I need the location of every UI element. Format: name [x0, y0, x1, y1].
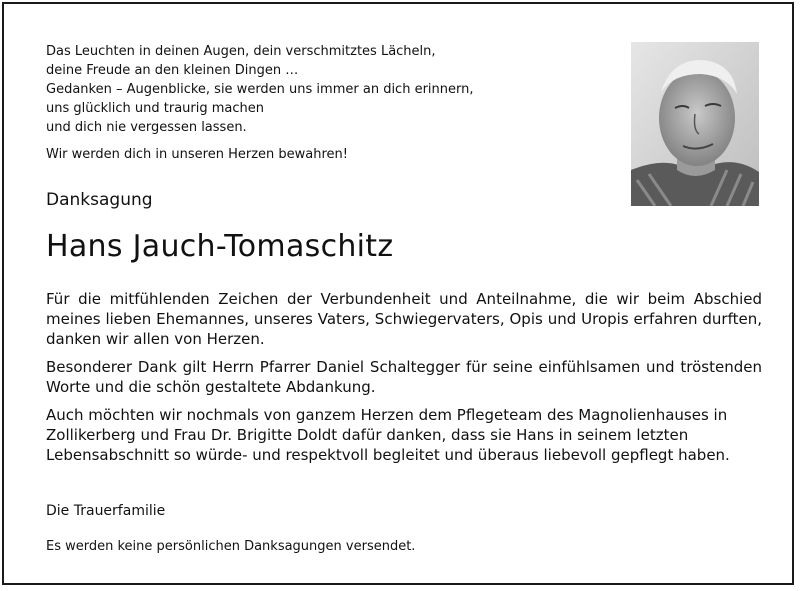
obituary-card — [2, 2, 794, 585]
signoff: Die Trauerfamilie — [46, 503, 166, 519]
memorial-verse — [46, 42, 606, 164]
thanks-paragraph: Auch möchten wir nochmals von ganzem Herzen dem Pflegeteam des Magnolienhauses in Zollikerberg und Frau Dr. Brigitte Doldt dafür danken, dass sie Hans in seinem letzten Lebensabschnitt so würde- und respektvoll begleitet und überaus liebevoll gepflegt haben. — [46, 406, 730, 464]
thanks-paragraph: Für die mitfühlenden Zeichen der Verbundenheit und Anteilnahme, die wir beim Abschied meines lieben Ehemannes, unseres Vaters, Schwiegervaters, Opis und Uropis erfahren durften, danken wir allen von Herzen. — [46, 290, 762, 348]
verse-line: und dich nie vergessen lassen. — [46, 120, 247, 135]
portrait-image — [631, 42, 759, 206]
verse-line: uns glücklich und traurig machen — [46, 101, 265, 116]
verse-line: Gedanken – Augenblicke, sie werden uns immer an dich erinnern, — [46, 82, 474, 97]
verse-line: Das Leuchten in deinen Augen, dein verschmitztes Lächeln, — [46, 44, 436, 59]
thanks-text — [46, 289, 762, 473]
section-heading: Danksagung — [46, 190, 153, 210]
deceased-name: Hans Jauch-Tomaschitz — [46, 229, 394, 264]
verse-closing: Wir werden dich in unseren Herzen bewahren! — [46, 147, 348, 162]
portrait-photo — [631, 42, 759, 206]
thanks-paragraph: Besonderer Dank gilt Herrn Pfarrer Daniel Schaltegger für seine einfühlsamen und tröstenden Worte und die schön gestaltete Abdankung. — [46, 358, 762, 396]
closing-note: Es werden keine persönlichen Danksagungen versendet. — [46, 539, 416, 554]
verse-line: deine Freude an den kleinen Dingen … — [46, 63, 299, 78]
